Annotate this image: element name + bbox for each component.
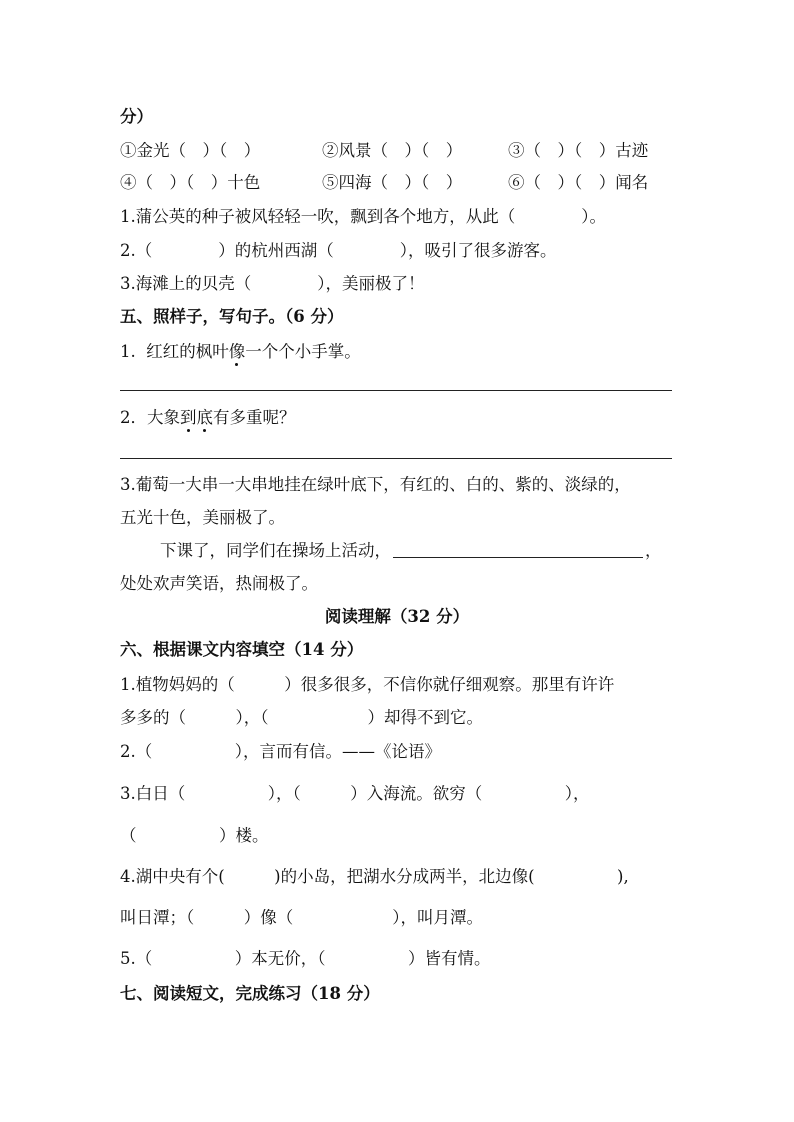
imitation-post: ， bbox=[645, 541, 662, 560]
example-2-pre: 2．大象 bbox=[120, 408, 180, 427]
fill-sentence-3: 3.海滩上的贝壳（ ），美丽极了！ bbox=[120, 274, 425, 293]
idiom-item-2: ②风景（ ）（ ） bbox=[322, 141, 463, 160]
section-4-tail: 分） bbox=[120, 107, 153, 126]
imitation-sentence bbox=[160, 540, 662, 562]
emphasis-word: 到 bbox=[180, 408, 197, 427]
answer-line-2[interactable] bbox=[120, 458, 672, 459]
recall-q2: 2.（ ），言而有信。——《论语》 bbox=[120, 742, 441, 761]
example-2-post: 有多重呢？ bbox=[213, 408, 296, 427]
reading-section-title: 阅读理解（32 分） bbox=[324, 607, 470, 626]
idiom-item-6: ⑥（ ）（ ）闻名 bbox=[508, 173, 649, 192]
imitation-blank[interactable] bbox=[393, 541, 643, 558]
fill-sentence-1: 1.蒲公英的种子被风轻轻一吹，飘到各个地方，从此（ ）。 bbox=[120, 207, 606, 226]
section-6-title: 六、根据课文内容填空（14 分） bbox=[120, 640, 364, 659]
idiom-item-1: ①金光（ ）（ ） bbox=[120, 141, 261, 160]
recall-q4-line-2: 叫日潭；（ ）像（ ），叫月潭。 bbox=[120, 908, 483, 927]
idiom-item-4: ④（ ）（ ）十色 bbox=[120, 173, 261, 192]
section-7-title: 七、阅读短文，完成练习（18 分） bbox=[120, 984, 380, 1003]
example-1-pre: 1. 红红的枫叶 bbox=[120, 342, 229, 361]
recall-q3-line-1: 3.白日（ ），（ ）入海流。欲穷（ ）， bbox=[120, 784, 590, 803]
idiom-item-3: ③（ ）（ ）古迹 bbox=[508, 141, 649, 160]
recall-q1-line-1: 1.植物妈妈的（ ）很多很多，不信你就仔细观察。那里有许许 bbox=[120, 675, 615, 694]
recall-q5: 5.（ ）本无价，（ ）皆有情。 bbox=[120, 949, 491, 968]
example-sentence-3-line-2: 五光十色，美丽极了。 bbox=[120, 508, 285, 527]
recall-q4-line-1: 4.湖中央有个( )的小岛，把湖水分成两半，北边像( ), bbox=[120, 867, 629, 886]
recall-q1-line-2: 多多的（ ），（ ）却得不到它。 bbox=[120, 708, 483, 727]
idiom-item-5: ⑤四海（ ）（ ） bbox=[322, 173, 463, 192]
emphasis-word: 像 bbox=[228, 342, 246, 361]
example-sentence-3-line-1: 3.葡萄一大串一大串地挂在绿叶底下，有红的、白的、紫的、淡绿的， bbox=[120, 475, 631, 494]
example-sentence-1 bbox=[120, 341, 361, 363]
recall-q3-line-2: （ ）楼。 bbox=[120, 826, 269, 845]
emphasis-word: 底 bbox=[196, 408, 213, 427]
example-sentence-2 bbox=[120, 407, 296, 429]
fill-sentence-2: 2.（ ）的杭州西湖（ ），吸引了很多游客。 bbox=[120, 241, 557, 260]
answer-line-1[interactable] bbox=[120, 390, 672, 391]
example-1-post: 一个个小手掌。 bbox=[245, 342, 361, 361]
section-5-title: 五、照样子，写句子。（6 分） bbox=[120, 307, 344, 326]
imitation-pre: 下课了，同学们在操场上活动， bbox=[160, 541, 391, 560]
imitation-sentence-line-2: 处处欢声笑语，热闹极了。 bbox=[120, 574, 318, 593]
